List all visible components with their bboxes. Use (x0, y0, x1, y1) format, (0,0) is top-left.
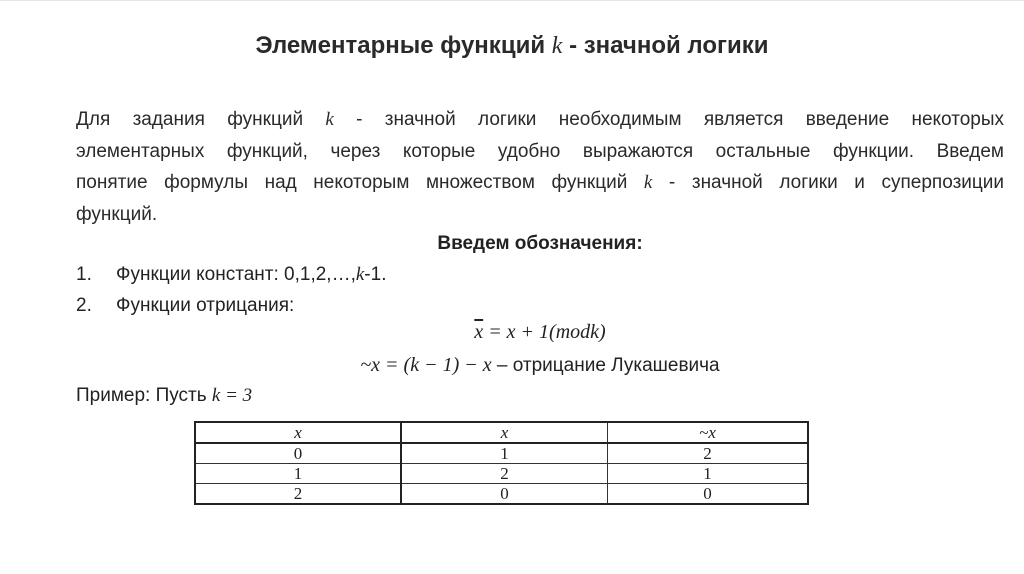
values-table (194, 421, 809, 505)
paragraph-var: k (643, 172, 653, 193)
table-cell: 0 (608, 484, 809, 505)
table-header: x (195, 422, 401, 443)
formula-text: – отрицание Лукашевича (491, 355, 720, 376)
paragraph-line-2: элементарных функций, через которые удобно выражаются остальные функции. Введем (76, 140, 1004, 162)
table-header: ~x (608, 422, 809, 443)
example-line (76, 383, 252, 409)
paragraph-var: k (325, 109, 334, 130)
intro-paragraph (76, 104, 1004, 230)
example-text: Пример: Пусть (76, 385, 212, 406)
paragraph-text: - значной логики необходимым является введение некоторых (333, 109, 1004, 130)
formula-expr: ~x = (k − 1) − x (360, 354, 492, 376)
paragraph-text: - значной логики и суперпозиции (652, 172, 1005, 193)
table-cell: 0 (401, 484, 608, 505)
table-header-overlined: $\overline{x}$ (500, 423, 509, 442)
title-var: k (551, 33, 563, 59)
title-after: - значной логики (562, 32, 769, 59)
list-text: Функции констант: 0,1,2,…, (116, 264, 356, 285)
list-text: -1. (364, 264, 387, 285)
list-item (76, 263, 386, 287)
table-cell: 2 (195, 484, 401, 505)
formula-rhs: = x + 1(modk) (483, 321, 606, 343)
paragraph-line-1 (76, 104, 1004, 136)
paragraph-text: Для задания функций (76, 109, 326, 130)
table-header-row (195, 422, 808, 443)
example-expr: k = 3 (211, 385, 253, 406)
table-cell: 1 (195, 464, 401, 484)
table-cell: 1 (401, 443, 608, 464)
table-row (195, 484, 808, 505)
table-cell: 2 (401, 464, 608, 484)
paragraph-line-4: функций. (76, 203, 158, 225)
table-row (195, 443, 808, 464)
table-row (195, 464, 808, 484)
list-item (76, 294, 294, 318)
formula-negation (0, 319, 1024, 345)
list-number: 1. (76, 264, 92, 285)
table-header (401, 422, 608, 443)
list-var: k (355, 264, 365, 285)
table-cell: 0 (195, 443, 401, 464)
table-cell: 1 (608, 464, 809, 484)
page-title (0, 31, 1024, 61)
title-before: Элементарные функций (255, 32, 552, 59)
top-border (0, 0, 1024, 1)
formula-lhs: $\overline{x}$ (474, 321, 484, 343)
formula-lukasiewicz (0, 352, 1024, 379)
table-cell: 2 (608, 443, 809, 464)
list-text: Функции отрицания: (116, 295, 295, 316)
paragraph-line-3 (76, 167, 1004, 199)
section-heading: Введем обозначения: (437, 233, 643, 254)
paragraph-text: понятие формулы над некоторым множеством функций (76, 172, 644, 193)
list-number: 2. (76, 295, 92, 316)
